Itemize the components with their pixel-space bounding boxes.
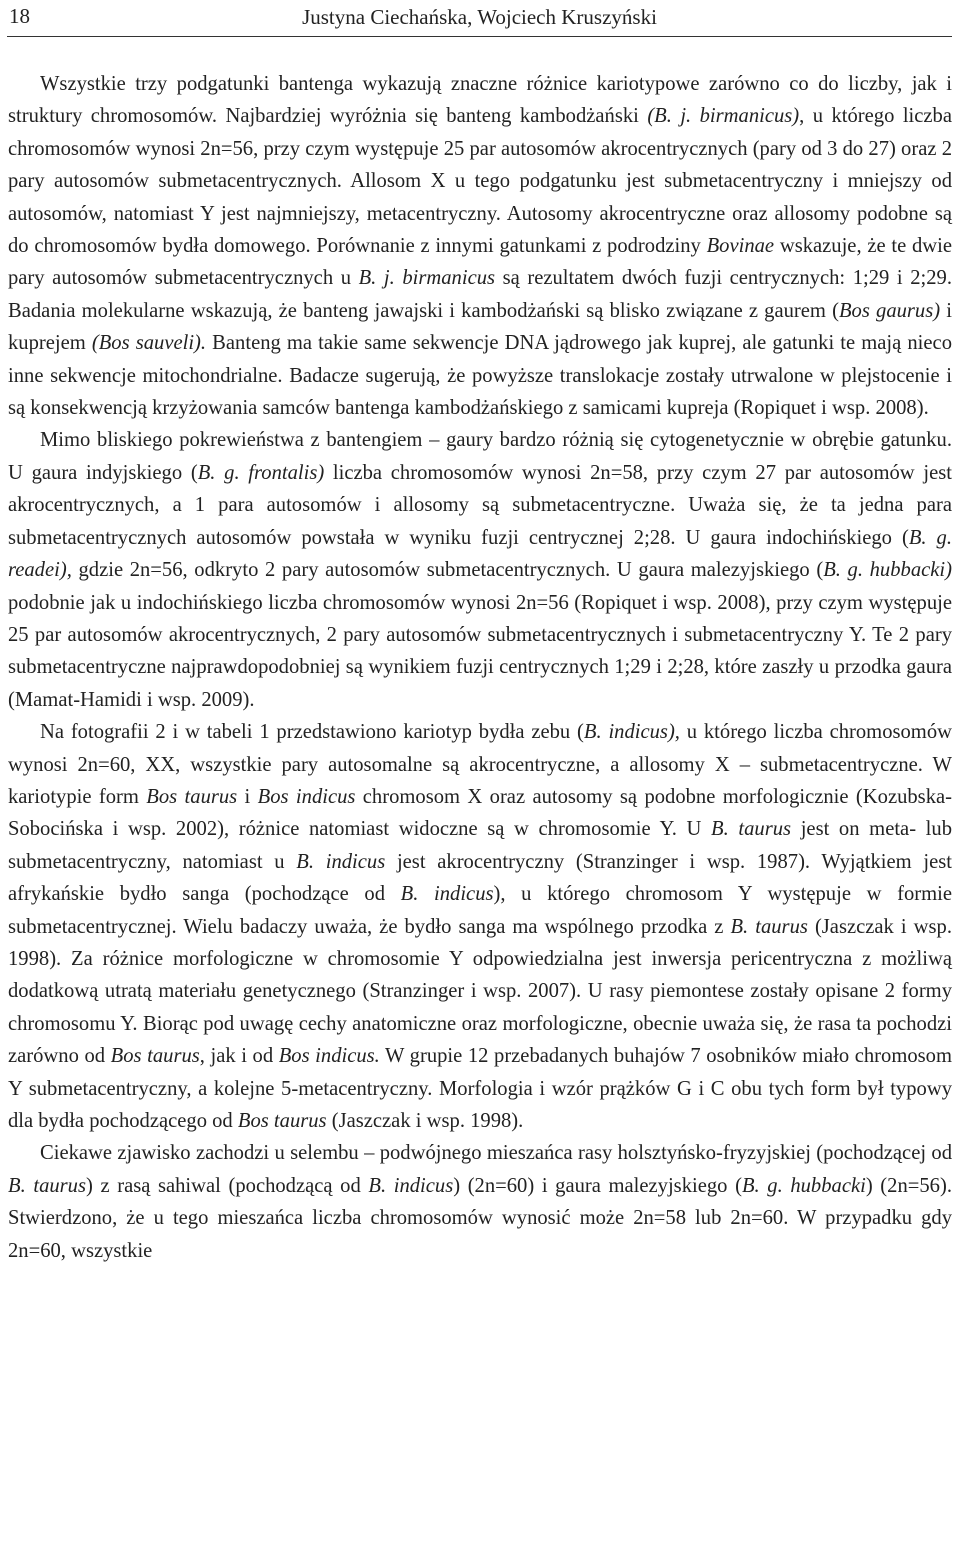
italic-text-run: Bovinae	[706, 235, 775, 258]
italic-text-run: B. g. hubbacki	[741, 1174, 866, 1197]
text-run: Na fotografii 2 i w tabeli 1 przedstawiono kariotyp bydła zebu (	[40, 721, 584, 744]
italic-text-run: B. g. readei),	[8, 526, 952, 582]
italic-text-run: B. indicus	[400, 883, 494, 906]
text-run: , u którego liczba chromosomów wynosi 2n=56, przy czym występuje 25 par autosomów akrocentrycznych (pary od 3 do 27) oraz 2 pary autosomów submetacentrycznych. Allosom X u tego podgatunku jest submetacentryczny i mniejszy od autosomów, natomiast Y jest najmniejszy, metacentryczny. Autosomy akrocentryczne oraz allosomy podobne są do chromosomów bydła domowego. Porównanie z innymi gatunkami z podrodziny	[8, 105, 952, 258]
italic-text-run: B. indicus),	[583, 721, 680, 744]
italic-text-run: B. indicus	[368, 1174, 454, 1197]
text-run: liczba chromosomów wynosi 2n=58, przy czym 27 par autosomów jest akrocentrycznych, a 1 para autosomów i allosomy są submetacentryczne. Uważa się, że ta jedna para submetacentrycznych autosomów powstała w wyniku fuzji centrycznej 2;28. U gaura indochińskiego (	[8, 461, 952, 549]
italic-text-run: (Bos sauveli).	[91, 332, 207, 355]
italic-text-run: (B. j. birmanicus)	[647, 105, 800, 128]
paragraph	[8, 716, 952, 1137]
text-run: i kuprejem	[8, 299, 952, 355]
text-run: (Jaszczak i wsp. 1998). Za różnice morfologiczne w chromosomie Y odpowiedzialna jest inwersja pericentryczna z możliwą dodatkową utratą materiału genetycznego (Stranzinger i wsp. 2007). U rasy piemontese zostały opisane 2 formy chromosomu Y. Biorąc pod uwagę cechy anatomiczne oraz morfologiczne, obecnie uważa się, że rasa ta pochodzi zarówno od	[8, 915, 952, 1068]
paragraph	[8, 1137, 952, 1267]
text-run: chromosom X oraz autosomy są podobne morfologicznie (Kozubska-Sobocińska i wsp. 2002), różnice natomiast widoczne są w chromosomie Y. U	[8, 785, 952, 841]
page-number: 18	[9, 4, 30, 28]
text-run: W grupie 12 przebadanych buhajów 7 osobników miało chromosom Y submetacentryczny, a kolejne 5-metacentryczny. Morfologia i wzór prążków G i C obu tych form był typowy dla bydła pochodzącego od	[8, 1045, 952, 1132]
text-run: jest akrocentryczny (Stranzinger i wsp. 1987). Wyjątkiem jest afrykańskie bydło sanga (pochodzące od	[8, 850, 952, 906]
italic-text-run: Bos taurus	[146, 785, 238, 808]
text-run: ) (2n=60) i gaura malezyjskiego (	[453, 1174, 742, 1197]
text-run: ) (2n=56). Stwierdzono, że u tego mieszańca liczba chromosomów wynosić może 2n=58 lub 2n=60. W przypadku gdy 2n=60, wszystkie	[8, 1174, 952, 1262]
text-run: i	[237, 785, 258, 808]
italic-text-run: B. taurus	[8, 1174, 86, 1197]
paragraph	[8, 68, 952, 424]
text-run: ), u którego chromosom Y występuje w formie submetacentrycznej. Wielu badaczy uważa, że bydło sanga ma wspólnego przodka z	[8, 883, 952, 938]
text-run: jest on meta- lub submetacentryczny, natomiast u	[8, 818, 953, 873]
text-run: wskazuje, że te dwie pary autosomów submetacentrycznych u	[8, 235, 952, 290]
text-run: Banteng ma takie same sekwencje DNA jądrowego jak kuprej, ale gatunki te mają nieco inne sekwencje mitochondrialne. Badacze sugerują, że powyższe translokacje zostały utrwalone w plejstocenie i są konsekwencją krzyżowania samców bantenga kambodżańskiego z samicami kupreja (Ropiquet i wsp. 2008).	[8, 332, 952, 420]
italic-text-run: B. taurus	[730, 915, 808, 938]
text-run: są rezultatem dwóch fuzji centrycznych: 1;29 i 2;29. Badania molekularne wskazują, że banteng jawajski i kambodżański są blisko związane z gaurem (	[8, 267, 952, 322]
italic-text-run: B. indicus	[296, 850, 386, 873]
text-run: podobnie jak u indochińskiego liczba chromosomów wynosi 2n=56 (Ropiquet i wsp. 2008), przy czym występuje 25 par autosomów akrocentrycznych, 2 pary autosomów submetacentrycznych i submetacentryczny Y. Te 2 pary submetacentryczne najprawdopodobniej są wynikiem fuzji centrycznych 1;29 i 2;28, które zaszły u przodka gaura (Mamat-Hamidi i wsp. 2009).	[8, 591, 952, 711]
text-run: (Jaszczak i wsp. 1998).	[326, 1110, 524, 1132]
paragraph	[8, 424, 952, 716]
italic-text-run: Bos taurus	[237, 1110, 327, 1132]
italic-text-run: B. taurus	[711, 818, 792, 841]
text-run: gdzie 2n=56, odkryto 2 pary autosomów submetacentrycznych. U gaura malezyjskiego (	[71, 559, 824, 582]
italic-text-run: B. j. birmanicus	[358, 267, 496, 290]
text-run: Ciekawe zjawisko zachodzi u selembu – podwójnego mieszańca rasy holsztyńsko-fryzyjskiej (pochodzącej od	[40, 1142, 952, 1165]
text-run: u którego liczba chromosomów wynosi 2n=60, XX, wszystkie pary autosomalne są akrocentryczne, a allosomy X – submetacentryczne. W kariotypie form	[8, 721, 952, 808]
italic-text-run: B. g. hubbacki)	[823, 559, 952, 582]
italic-text-run: Bos gaurus)	[838, 299, 941, 322]
italic-text-run: Bos indicus	[257, 785, 356, 808]
body-text	[8, 68, 952, 1267]
running-header	[7, 0, 952, 37]
italic-text-run: Bos indicus.	[278, 1045, 380, 1068]
italic-text-run: Bos taurus	[110, 1045, 200, 1068]
text-run: Mimo bliskiego pokrewieństwa z bantengiem – gaury bardzo różnią się cytogenetycznie w obrębie gatunku. U gaura indyjskiego (	[8, 429, 952, 484]
italic-text-run: B. g. frontalis)	[197, 461, 325, 484]
text-run: Wszystkie trzy podgatunki bantenga wykazują znaczne różnice kariotypowe zarówno co do liczby, jak i struktury chromosomów. Najbardziej wyróżnia się banteng kambodżański	[8, 73, 952, 128]
text-run: ) z rasą sahiwal (pochodzącą od	[85, 1174, 369, 1197]
text-run: , jak i od	[199, 1045, 279, 1068]
running-head-authors: Justyna Ciechańska, Wojciech Kruszyński	[302, 5, 657, 29]
